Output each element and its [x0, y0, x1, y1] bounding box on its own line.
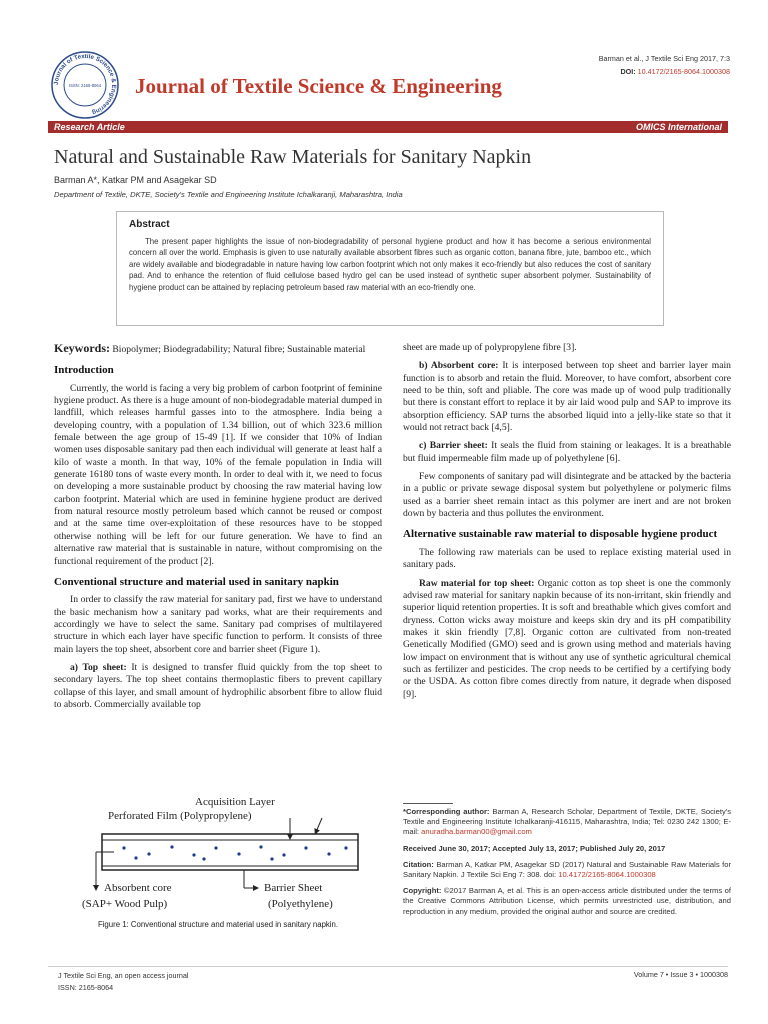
top-sheet-continuation: sheet are made up of polypropylene fibre [3].	[403, 342, 577, 353]
corresponding-author	[403, 807, 731, 838]
figure-1	[54, 796, 382, 942]
perforated-arrow	[316, 818, 322, 832]
citation-label: Citation:	[403, 859, 434, 869]
copyright-label: Copyright:	[403, 886, 442, 896]
label-absorbent-core-sub: (SAP+ Wood Pulp)	[82, 898, 168, 910]
raw-top-sheet-text: Organic cotton as top sheet is one the commonly advised raw material for sanitary napkin because of its non-irritant, skin friendly and superior liquid retention properties. It is soft and breathable which gives comfort and dryness. Cotton wicks away moisture and keeps skin dry and its pH compatibility makes it skin friendly [7,8]. Organic cotton are cultivated from non-treated Genetically Modified (GMO) seed and is grown using method and materials having low impact on environment that is without any use of synthetic agricultural chemical such as fertilizer and pesticides. The crop needs to be certified by a certifying body or the USDA. As cotton fibre comes directly from nature, it degrade when disposed [9].	[403, 577, 731, 700]
introduction-heading: Introduction	[54, 364, 114, 377]
email-link[interactable]: anuradha.barman00@gmail.com	[421, 827, 532, 837]
journal-logo	[50, 50, 120, 120]
abstract-heading: Abstract	[129, 219, 170, 230]
introduction-paragraph: Currently, the world is facing a very big problem of carbon footprint of feminine hygiene product. As there is a huge amount of non-biodegradable material dumped in landfill, which releases harmful gasses into to the atmosphere. India being a developing country, with a population of 1.34 billion, out of which 323.6 million female between the age group of 15-49 [1]. If we consider that 10% of Indian women uses disposable sanitary pad then each individual will generate at least half a kilo of waste a month. In that way, 10% of the female population in India will generate 16180 tons of waste every month. In order to deal with it, we need to focus on developing a more sustainable product by choosing the raw material having low carbon footprint. Material which are used in feminine hygiene product are derived from natural resource mostly petroleum based which cannot be reused or compost and at the same time over-exploitation of these resources have to be stopped otherwise nothing will be left for our future generation. We have to find an alternative raw material that is sustainable in nature, without compromising on the functional requirement of the product [2].	[54, 382, 382, 567]
doi-label: DOI:	[620, 67, 636, 76]
footer-left	[58, 970, 189, 994]
banner-article-type: Research Article	[54, 122, 125, 132]
top-sheet-paragraph	[54, 662, 382, 711]
affiliation: Department of Textile, DKTE, Society's Textile and Engineering Institute Ichalkaranji, Maharashtra, India	[54, 190, 403, 199]
footer-volume: Volume 7 • Issue 3 • 1000308	[633, 970, 728, 979]
keywords-label: Keywords:	[54, 341, 110, 355]
article-type-banner	[48, 121, 728, 133]
label-barrier-sheet: Barrier Sheet	[264, 882, 323, 894]
copyright	[403, 886, 731, 917]
journal-title: Journal of Textile Science & Engineering	[135, 74, 502, 98]
logo-issn: ISSN: 2165-8064	[68, 83, 102, 88]
citation-header	[599, 52, 730, 78]
footer-issn: ISSN: 2165-8064	[58, 983, 114, 992]
barrier-sheet-label: c) Barrier sheet:	[419, 440, 488, 452]
label-barrier-sheet-sub: (Polyethylene)	[268, 898, 333, 910]
footer-rule	[48, 966, 728, 967]
article-info-box	[403, 803, 731, 923]
alternative-heading: Alternative sustainable raw material to disposable hygiene product	[403, 528, 718, 541]
citation-doi-link[interactable]: 10.4172/2165-8064.1000308	[558, 870, 656, 880]
corresponding-text: Barman A, Research Scholar, Department of Textile, DKTE, Society's Textile and Engineering Institute Ichalkaranji-416115, Maharashtra, India; Tel: 0230 242 1300; E-mail:	[403, 807, 731, 837]
raw-top-sheet-paragraph	[403, 578, 731, 701]
raw-top-sheet-label: Raw material for top sheet:	[419, 577, 535, 589]
absorbent-core-paragraph	[403, 360, 731, 434]
doi-line	[599, 65, 730, 78]
top-sheet-text: It is designed to transfer fluid quickly from the top sheet to secondary layers. The top sheet contains thermoplastic fibers to prevent capillary collapse of this layer, and small amount of hydrophilic absorbent fibre to allow fluid to absorb. Commercially available top	[54, 661, 382, 710]
conventional-paragraph: In order to classify the raw material for sanitary pad, first we have to understand the basic mechanism how a sanitary pad works, what are their requirements and accordingly we have to select the same. Sanitary pad comprises of multilayered structure in which each layer have specific function to perform. It consists of three main layers the top sheet, absorbent core and barrier sheet (Figure 1).	[54, 594, 382, 655]
abstract-box	[116, 211, 664, 326]
article-title: Natural and Sustainable Raw Materials for Sanitary Napkin	[54, 146, 532, 168]
label-perforated-film: Perforated Film (Polypropylene)	[108, 810, 252, 822]
keywords	[54, 342, 382, 356]
barrier-sheet-paragraph	[403, 440, 731, 465]
citation	[403, 860, 731, 880]
figure-caption: Figure 1: Conventional structure and material used in sanitary napkin.	[97, 920, 339, 929]
alternative-intro: The following raw materials can be used to replace existing material used in sanitary pads.	[403, 546, 731, 571]
banner-publisher: OMICS International	[635, 122, 722, 132]
absorbent-core-text: It is interposed between top sheet and barrier layer main function is to absorb and retain the fluid. Moreover, to have comfort, absorbent core need to be thin, soft and pliable. The core was made up of wood pulp traditionally but there is constant effort to replace it by air laid wood pulp and SAP to improve its absorption efficiency. SAP turns the absorbed liquid into a jelly-like state so that it would not retract back [4,5].	[403, 360, 731, 434]
logo-ring-text: Journal of Textile Science & Engineering	[52, 52, 118, 116]
article-dates: Received June 30, 2017; Accepted July 13, 2017; Published July 20, 2017	[403, 843, 666, 853]
label-acquisition-layer: Acquisition Layer	[195, 796, 275, 808]
keywords-text: Biopolymer; Biodegradability; Natural fibre; Sustainable material	[112, 344, 366, 355]
few-components-paragraph: Few components of sanitary pad will disintegrate and be attacked by the bacteria in a public or private sewage disposal system but polyethylene or polymeric films used as a barrier sheet remain intact as this polymer are inert and are not broken down by bacteria and thus pollutes the environment.	[403, 471, 731, 520]
top-sheet-label: a) Top sheet:	[70, 661, 127, 673]
doi-link[interactable]: 10.4172/2165-8064.1000308	[637, 67, 730, 76]
copyright-text: ©2017 Barman A, et al. This is an open-access article distributed under the terms of the Creative Commons Attribution License, which permits unrestricted use, distribution, and reproduction in any medium, provided the original author and source are credited.	[403, 886, 731, 916]
pad-outline	[102, 834, 358, 870]
label-absorbent-core: Absorbent core	[104, 882, 172, 894]
footer-journal-line: J Textile Sci Eng, an open access journal	[58, 971, 189, 980]
citation-text: Barman A, Katkar PM, Asagekar SD (2017) Natural and Sustainable Raw Materials for Sanitary Napkin. J Textile Sci Eng 7: 308. doi:	[403, 859, 731, 880]
left-column	[54, 342, 382, 717]
absorbent-core-label: b) Absorbent core:	[419, 360, 499, 372]
right-column	[403, 342, 731, 707]
abstract-text: The present paper highlights the issue of non-biodegradability of personal hygiene product and how it has become a serious environmental concern all over the world. Emphasis is given to use naturally available absorbent fibres such as organic cotton, banana fibre, jute, bamboo etc., which are widely available and biodegradable in nature having low carbon footprint which not only makes it eco-friendly but also reduces the cost of sanitary pad. And to enhance the retention of fluid cellulose based hydro gel can be used instead of synthetic super absorbent polymer. Sustainability of hygiene product can be attained by replacing petroleum based raw material with an eco-friendly one.	[129, 237, 651, 292]
corresponding-label: *Corresponding author:	[403, 807, 490, 816]
info-rule	[403, 803, 453, 804]
citation-line: Barman et al., J Textile Sci Eng 2017, 7:3	[598, 54, 730, 63]
conventional-heading: Conventional structure and material used in sanitary napkin	[54, 575, 339, 588]
barrier-sheet-text: It seals the fluid from staining or leakages. It is a breathable but fluid impermeable film made up of polyethylene [6].	[403, 440, 731, 464]
authors: Barman A*, Katkar PM and Asagekar SD	[54, 175, 217, 185]
